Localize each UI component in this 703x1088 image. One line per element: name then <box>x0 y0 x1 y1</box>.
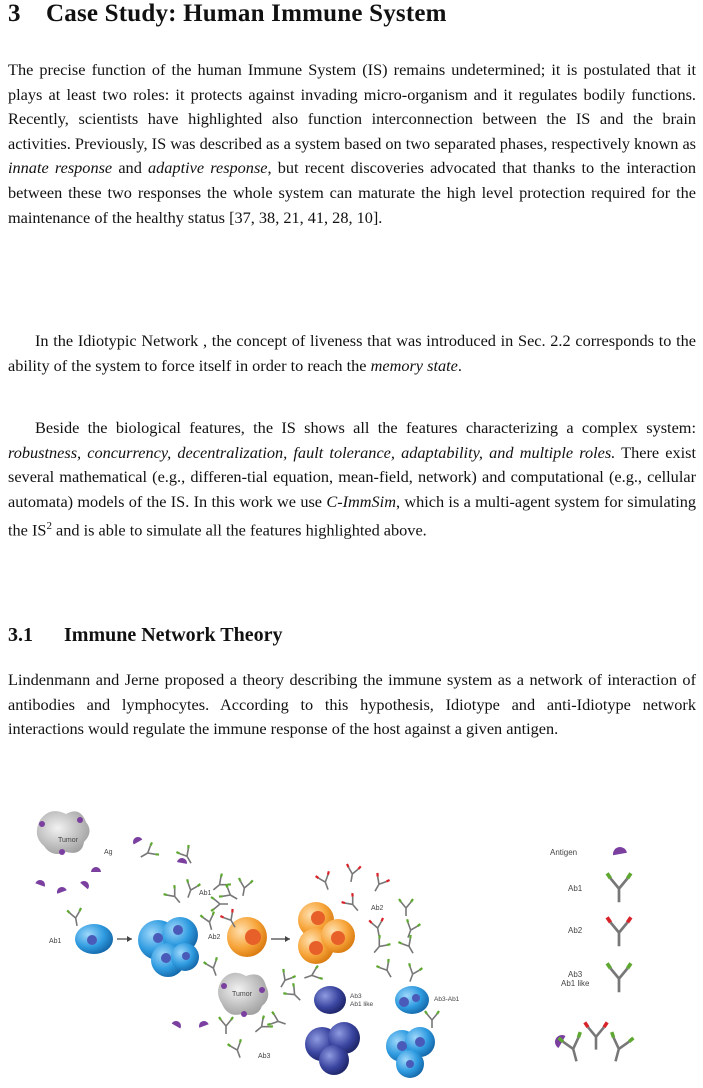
legend-antigen-label: Antigen <box>550 848 578 857</box>
legend-ab1like-label: Ab1 like <box>561 979 590 988</box>
b-cell-ab3-ab1 <box>386 986 460 1078</box>
section-number: 3 <box>8 0 21 27</box>
p3-text-a: Beside the biological features, the IS shows all the features characterizing a complex system: <box>35 418 696 437</box>
p3-italic-2: C-ImmSim <box>326 491 396 511</box>
p2-text-a: In the Idiotypic Network , the concept of liveness that was introduced in Sec. 2.2 corresponds to the ability of the system to force itself in order to reach the <box>8 331 696 375</box>
tumor-cell-top <box>37 811 90 855</box>
legend-ab2-label: Ab2 <box>568 926 583 935</box>
ab2-cell-label: Ab2 <box>208 934 221 941</box>
ab3-ab1-cell-label: Ab3-Ab1 <box>434 996 460 1003</box>
p3-text-d: and is able to simulate all the features highlighted above. <box>51 520 427 540</box>
footnote-marker: 2 <box>46 520 52 533</box>
tumor-cell-bottom <box>218 973 268 1017</box>
legend-ab1-label: Ab1 <box>568 884 583 893</box>
p3-text-b: There exist several mathematical (e.g., differen-tial equation, mean-field, network) and computational (e.g., cellular automata) models of the IS. In this work we use <box>8 442 696 511</box>
tumor-label: Tumor <box>58 837 78 844</box>
ab1-secreted-label: Ab1 <box>199 890 212 897</box>
subsection-number: 3.1 <box>8 624 33 646</box>
p1-italic-1: innate response <box>8 158 113 178</box>
ag-label: Ag <box>104 849 113 856</box>
plasma-cell-cluster-orange <box>298 902 355 964</box>
section-title: Case Study: Human Immune System <box>46 0 447 27</box>
p1-text-b: and <box>112 158 148 178</box>
p3-italic-1: robustness, concurrency, decentralization, fault tolerance, adaptability, and multiple roles. <box>8 442 616 462</box>
legend-ab3-label: Ab3 <box>568 970 583 979</box>
b-cell-ab1 <box>49 908 132 954</box>
p1-text-c: , but recent discoveries advocated that thanks to the interaction between these two responses the whole system can maturate the high level protection required for the maintenance of the healthy status [37, 38, 21, 41, 28, 10]. <box>8 158 696 227</box>
legend-antigen-icon <box>612 846 627 855</box>
immune-network-figure <box>0 800 703 1088</box>
tumor-bottom-label: Tumor <box>232 991 252 998</box>
p1-text-a: The precise function of the human Immune System (IS) remains undetermined; it is postulated that it plays at least two roles: it protects against invading micro-organism and it regulates bodily functions. Recently, scientists have highlighted also function interconnection between the IS and the brain activities. Previously, IS was described as a system based on two separated phases, respectively known as <box>8 60 697 153</box>
figure-legend <box>550 846 633 1064</box>
p1-italic-2: adaptive response <box>148 158 268 178</box>
legend-ab1-icon <box>607 873 631 902</box>
paragraph-4: Lindenmann and Jerne proposed a theory describing the immune system as a network of interaction of antibodies and lymphocytes. According to this hypothesis, Idiotype and anti-Idiotype network interactions would regulate the immune response of the host against a given antigen. <box>8 670 696 739</box>
legend-ab2-icon <box>607 917 631 946</box>
b-cell-ab2 <box>220 909 290 957</box>
paragraph-2 <box>8 329 696 378</box>
subsection-heading <box>8 624 283 647</box>
ab1-cell-label: Ab1 <box>49 938 62 945</box>
p2-text-b: . <box>457 355 462 375</box>
b-cell-ab3 <box>305 986 374 1075</box>
p3-text-c: , which is a multi-agent system for simulating the IS <box>8 491 696 540</box>
ab2-secreted-label: Ab2 <box>371 905 384 912</box>
plasma-cell-cluster-blue <box>138 917 199 977</box>
legend-ab3-icon <box>607 963 631 992</box>
ab3-cell-label: Ab3 <box>350 993 362 1000</box>
paragraph-1 <box>8 58 696 230</box>
subsection-title: Immune Network Theory <box>64 624 283 646</box>
p2-italic-1: memory state <box>370 355 458 375</box>
section-heading <box>8 0 447 28</box>
ab3-label: Ab3 <box>258 1053 271 1060</box>
ab1like-cell-label: Ab1 like <box>350 1001 374 1008</box>
paragraph-3 <box>8 416 696 543</box>
legend-network-icon <box>552 1022 633 1064</box>
